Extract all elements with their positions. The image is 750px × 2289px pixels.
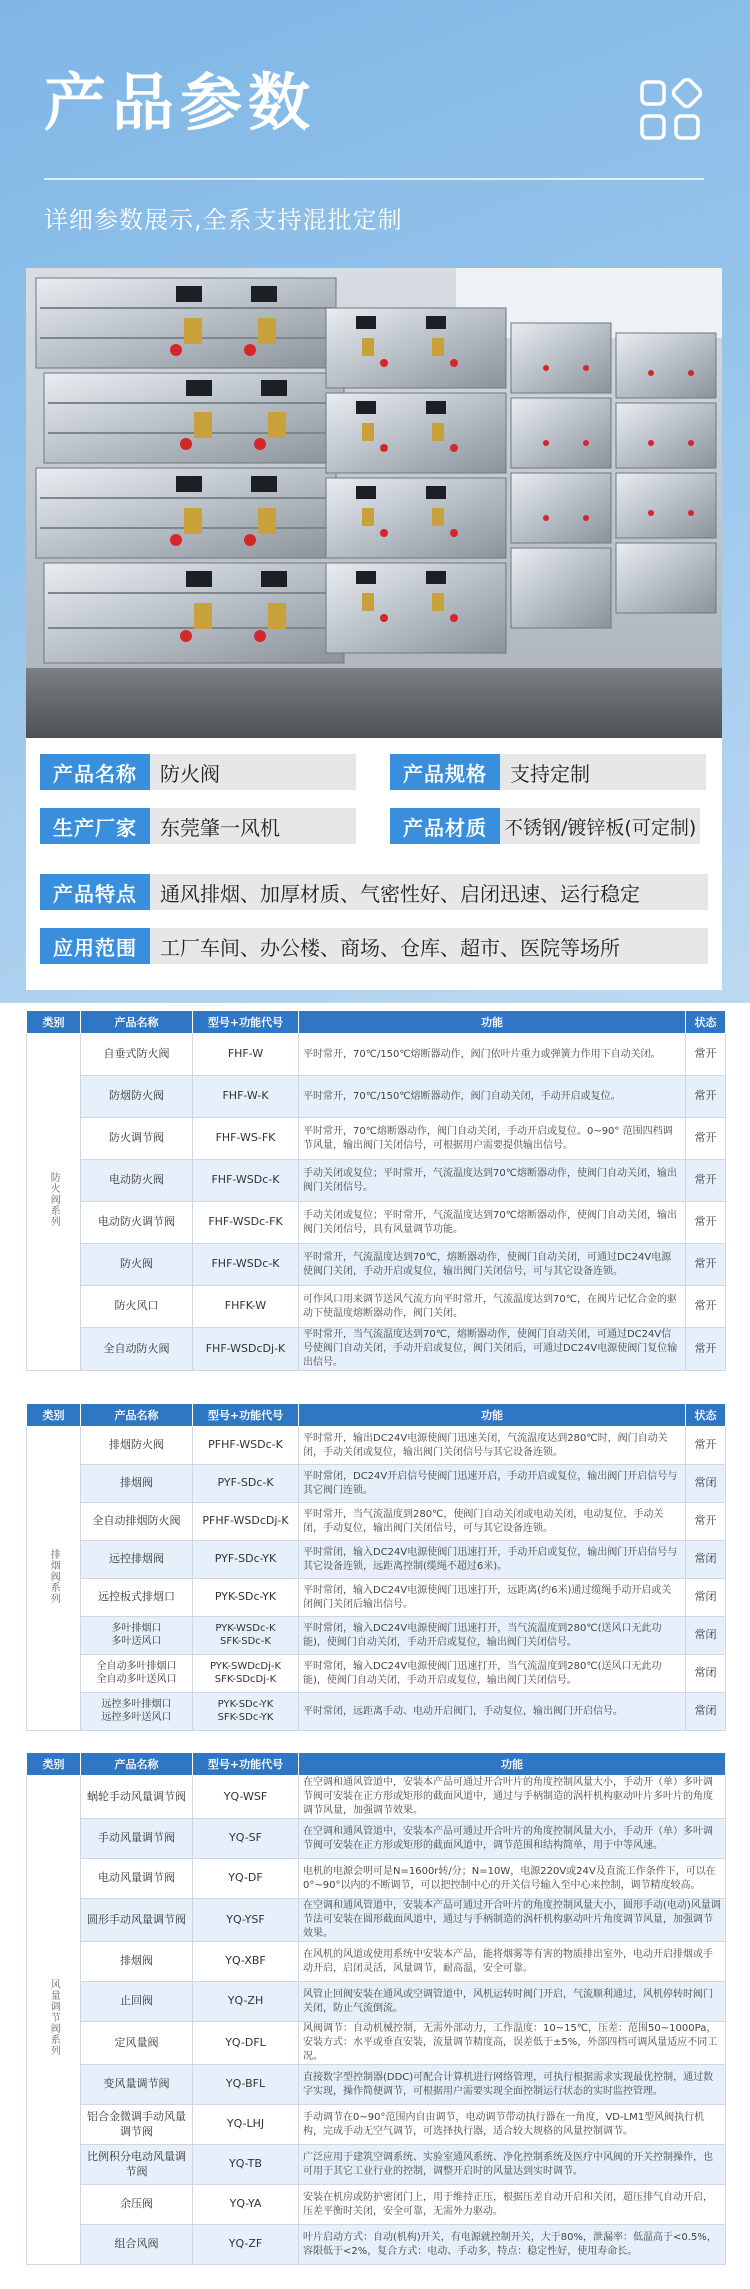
product-name-cell: 止回阀 bbox=[81, 1982, 193, 2022]
model-code-cell: PYK-SDc-YK SFK-SDc-YK bbox=[193, 1693, 299, 1731]
spec-row-features bbox=[40, 874, 708, 910]
table-row bbox=[27, 1859, 726, 1899]
model-code-cell: YQ-WSF bbox=[193, 1776, 299, 1819]
table-row bbox=[27, 2065, 726, 2105]
model-code-cell: FHF-WSDc-K bbox=[193, 1160, 299, 1202]
spec-label: 产品特点 bbox=[40, 874, 150, 910]
column-header: 类别 bbox=[27, 1404, 81, 1427]
function-cell: 平时常闭，远距离手动、电动开启阀门，手动复位，输出阀门开启信号。 bbox=[299, 1693, 686, 1731]
function-cell: 平时常开，70℃/150℃熔断器动作，阀门依叶片重力或弹簧力作用下自动关闭。 bbox=[299, 1034, 686, 1076]
status-cell: 常闭 bbox=[686, 1541, 726, 1579]
product-name-cell: 防火调节阀 bbox=[81, 1118, 193, 1160]
function-cell: 广泛应用于建筑空调系统、实验室通风系统、净化控制系统及医疗中风阀的开关控制操作，也可用于其它工业行业的控制，调整开启时的风量达到实时调节。 bbox=[299, 2145, 726, 2185]
column-header: 状态 bbox=[686, 1011, 726, 1034]
table-row bbox=[27, 2185, 726, 2225]
column-header: 产品名称 bbox=[81, 1404, 193, 1427]
status-cell: 常开 bbox=[686, 1286, 726, 1328]
model-code-cell: FHF-WSDcDj-K bbox=[193, 1328, 299, 1371]
column-header: 型号+功能代号 bbox=[193, 1753, 299, 1776]
column-header: 类别 bbox=[27, 1011, 81, 1034]
fire-damper-table bbox=[26, 1010, 726, 1371]
table-row bbox=[27, 1286, 726, 1328]
table-header-row bbox=[27, 1404, 726, 1427]
spec-label: 产品名称 bbox=[40, 754, 150, 790]
function-cell: 在空调和通风管道中，安装本产品可通过开合叶片的角度控制风量大小，手动开（单）多叶调节阀可安装在正方形或矩形的截面风道中，调节范围和结构简单，用于中等风速。 bbox=[299, 1819, 726, 1859]
spec-value: 防火阀 bbox=[150, 754, 356, 790]
product-name-cell: 远控多叶排烟口 远控多叶送风口 bbox=[81, 1693, 193, 1731]
function-cell: 直接数字型控制器(DDC)可配合计算机进行网络管理，可执行根据需求实现最优控制，通过数字实现，操作简便调节，可根据用户需要实现全面控制运行状态的实时监控管理。 bbox=[299, 2065, 726, 2105]
product-name-cell: 自垂式防火阀 bbox=[81, 1034, 193, 1076]
spec-value: 东莞肇一风机 bbox=[150, 808, 356, 844]
table-row bbox=[27, 1118, 726, 1160]
product-name-cell: 组合风阀 bbox=[81, 2225, 193, 2265]
product-name-cell: 防火风口 bbox=[81, 1286, 193, 1328]
spec-label: 生产厂家 bbox=[40, 808, 150, 844]
model-code-cell: YQ-DF bbox=[193, 1859, 299, 1899]
product-name-cell: 余压阀 bbox=[81, 2185, 193, 2225]
function-cell: 平时常闭，输入DC24V电源使阀门迅速打开，手动开启或复位，输出阀门开启信号与其它设备连锁，远距离控制(缆绳不超过6米)。 bbox=[299, 1541, 686, 1579]
function-cell: 在风机的风道或使用系统中安装本产品，能将烟雾等有害的物质排出室外，电动开启排烟或手动开启，启闭灵活，风量调节，耐高温，安全可靠。 bbox=[299, 1942, 726, 1982]
model-code-cell: YQ-XBF bbox=[193, 1942, 299, 1982]
table-row bbox=[27, 1617, 726, 1655]
smoke-damper-table bbox=[26, 1403, 726, 1731]
table-row bbox=[27, 1202, 726, 1244]
table-row bbox=[27, 1819, 726, 1859]
status-cell: 常开 bbox=[686, 1160, 726, 1202]
table-row bbox=[27, 2105, 726, 2145]
product-name-cell: 排烟防火阀 bbox=[81, 1427, 193, 1465]
spec-label: 产品材质 bbox=[390, 808, 500, 844]
function-cell: 手动关闭或复位；平时常开，气流温度达到70℃熔断器动作，使阀门自动关闭，输出阀门关闭信号。 bbox=[299, 1160, 686, 1202]
column-header: 产品名称 bbox=[81, 1011, 193, 1034]
table-row bbox=[27, 1579, 726, 1617]
model-code-cell: PYF-SDc-YK bbox=[193, 1541, 299, 1579]
model-code-cell: PYK-SDc-YK bbox=[193, 1579, 299, 1617]
model-code-cell: PFHF-WSDcDj-K bbox=[193, 1503, 299, 1541]
category-cell bbox=[27, 1427, 81, 1731]
model-code-cell: YQ-YSF bbox=[193, 1899, 299, 1942]
category-cell bbox=[27, 1776, 81, 2265]
status-cell: 常闭 bbox=[686, 1655, 726, 1693]
function-cell: 手动调节在0~90°范围内自由调节，电动调节带动执行器在一角度，VD-LM1型风阀执行机构，完成手动无空气调节，可选择执行器，适合较大规格的风量控制调节。 bbox=[299, 2105, 726, 2145]
product-name-cell: 全自动多叶排烟口 全自动多叶送风口 bbox=[81, 1655, 193, 1693]
function-cell: 风管止回阀安装在通风或空调管道中，风机运转时阀门开启，气流顺利通过，风机停转时阀门关闭，防止气流倒流。 bbox=[299, 1982, 726, 2022]
product-name-cell: 远控排烟阀 bbox=[81, 1541, 193, 1579]
product-name-cell: 防火阀 bbox=[81, 1244, 193, 1286]
status-cell: 常开 bbox=[686, 1427, 726, 1465]
model-code-cell: PYF-SDc-K bbox=[193, 1465, 299, 1503]
model-code-cell: YQ-ZH bbox=[193, 1982, 299, 2022]
status-cell: 常开 bbox=[686, 1244, 726, 1286]
product-name-cell: 全自动防火阀 bbox=[81, 1328, 193, 1371]
function-cell: 在空调和通风管道中，安装本产品可通过开合叶片的角度控制风量大小，手动开（单）多叶调节阀可安装在正方形或矩形的截面风道中，通过与手柄制造的涡杆机构驱动叶片多叶片的角度调节风量，加强调节效果。 bbox=[299, 1776, 726, 1819]
product-name-cell: 比例积分电动风量调节阀 bbox=[81, 2145, 193, 2185]
model-code-cell: PFHF-WSDc-K bbox=[193, 1427, 299, 1465]
product-name-cell: 电动防火调节阀 bbox=[81, 1202, 193, 1244]
table-row bbox=[27, 2225, 726, 2265]
table-row bbox=[27, 1899, 726, 1942]
product-name-cell: 电动风量调节阀 bbox=[81, 1859, 193, 1899]
function-cell: 风阀调节：自动机械控制，无需外部动力，工作温度：10~15℃，压差：范围50~1000Pa，安装方式：水平或垂直安装，流量调节精度高，误差低于±5%，外部四档可调风量适应不同工况。 bbox=[299, 2022, 726, 2065]
model-code-cell: YQ-BFL bbox=[193, 2065, 299, 2105]
column-header: 型号+功能代号 bbox=[193, 1011, 299, 1034]
product-name-cell: 手动风量调节阀 bbox=[81, 1819, 193, 1859]
category-label: 排烟阀系列 bbox=[48, 1548, 60, 1604]
column-header: 状态 bbox=[686, 1404, 726, 1427]
function-cell: 安装在机房或防护密闭门上，用于维持正压，根据压差自动开启和关闭，超压排气自动开启，压差平衡时关闭，安全可靠，无需外力驱动。 bbox=[299, 2185, 726, 2225]
column-header: 型号+功能代号 bbox=[193, 1404, 299, 1427]
model-code-cell: YQ-SF bbox=[193, 1819, 299, 1859]
function-cell: 平时常闭，输入DC24V电源使阀门迅速打开，当气流温度到280℃(送风口无此功能)，使阀门自动关闭，手动开启或复位，输出阀门关闭信号。 bbox=[299, 1617, 686, 1655]
table-row bbox=[27, 1034, 726, 1076]
function-cell: 电机的电源会明可是N=1600r转/分；N=10W，电源220V或24V及直流工作条件下，可以在0°~90°以内的不断调节，可以把控制中心的开关信号输入至中心来控制，调节精度较高。 bbox=[299, 1859, 726, 1899]
category-label: 防火阀系列 bbox=[48, 1172, 60, 1228]
function-cell: 平时常开，输出DC24V电源使阀门迅速关闭，气流温度达到280℃时，阀门自动关闭，手动关闭或复位，输出阀门关闭信号与其它设备连锁。 bbox=[299, 1427, 686, 1465]
product-name-cell: 蜗轮手动风量调节阀 bbox=[81, 1776, 193, 1819]
model-code-cell: FHF-WSDc-K bbox=[193, 1244, 299, 1286]
table-row bbox=[27, 1503, 726, 1541]
function-cell: 平时常闭，输入DC24V电源使阀门迅速打开，当气流温度到280℃(送风口无此功能)，使阀门自动关闭，手动开启或复位，输出阀门关闭信号。 bbox=[299, 1655, 686, 1693]
grid-icon bbox=[638, 78, 702, 142]
table-header-row bbox=[27, 1753, 726, 1776]
product-photo bbox=[26, 268, 722, 738]
category-label: 风量调节阀系列 bbox=[48, 1979, 60, 2057]
spec-label: 产品规格 bbox=[390, 754, 500, 790]
spec-value: 通风排烟、加厚材质、气密性好、启闭迅速、运行稳定 bbox=[150, 874, 708, 910]
function-cell: 平时常开，70℃熔断器动作，阀门自动关闭，手动开启或复位。0~90° 范围四档调节风量，输出阀门关闭信号，可根据用户需要提供输出信号。 bbox=[299, 1118, 686, 1160]
table-row bbox=[27, 1655, 726, 1693]
column-header: 类别 bbox=[27, 1753, 81, 1776]
status-cell: 常开 bbox=[686, 1503, 726, 1541]
table-header-row bbox=[27, 1011, 726, 1034]
function-cell: 叶片启动方式：自动(机构)开关，有电源就控制开关，大于80%，泄漏率：低温高于<0.5%，容限低于<2%，复合方式：电动、手动多，特点：稳定性好，使用寿命长。 bbox=[299, 2225, 726, 2265]
table-row bbox=[27, 2022, 726, 2065]
product-name-cell: 多叶排烟口 多叶送风口 bbox=[81, 1617, 193, 1655]
function-cell: 平时常开，当气流温度到280℃，使阀门自动关闭或电动关闭，电动复位，手动关闭，手动复位，输出阀门关闭信号，可与其它设备连锁。 bbox=[299, 1503, 686, 1541]
product-photo-illustration bbox=[26, 268, 722, 738]
spec-value: 不锈钢/镀锌板(可定制) bbox=[500, 808, 700, 844]
function-cell: 可作风口用来调节送风气流方向平时常开，气流温度达到70℃，在阀片记忆合金的驱动下使温度熔断器动作，阀门关闭。 bbox=[299, 1286, 686, 1328]
table-row bbox=[27, 1465, 726, 1503]
product-name-cell: 防烟防火阀 bbox=[81, 1076, 193, 1118]
spec-row-maker bbox=[40, 808, 356, 844]
table-row bbox=[27, 1076, 726, 1118]
product-name-cell: 排烟阀 bbox=[81, 1942, 193, 1982]
status-cell: 常闭 bbox=[686, 1465, 726, 1503]
status-cell: 常闭 bbox=[686, 1579, 726, 1617]
table-row bbox=[27, 1244, 726, 1286]
model-code-cell: YQ-YA bbox=[193, 2185, 299, 2225]
column-header: 功能 bbox=[299, 1753, 726, 1776]
status-cell: 常开 bbox=[686, 1328, 726, 1371]
product-name-cell: 圆形手动风量调节阀 bbox=[81, 1899, 193, 1942]
page-subtitle: 详细参数展示,全系支持混批定制 bbox=[44, 206, 403, 234]
spec-value: 支持定制 bbox=[500, 754, 706, 790]
product-name-cell: 定风量阀 bbox=[81, 2022, 193, 2065]
table-row bbox=[27, 1427, 726, 1465]
function-cell: 手动关闭或复位；平时常开，气流温度达到70℃熔断器动作，使阀门自动关闭，输出阀门关闭信号，具有风量调节功能。 bbox=[299, 1202, 686, 1244]
status-cell: 常开 bbox=[686, 1202, 726, 1244]
model-code-cell: PYK-SWDcDj-K SFK-SDcDj-K bbox=[193, 1655, 299, 1693]
column-header: 产品名称 bbox=[81, 1753, 193, 1776]
spec-value: 工厂车间、办公楼、商场、仓库、超市、医院等场所 bbox=[150, 928, 708, 964]
model-code-cell: FHF-W bbox=[193, 1034, 299, 1076]
model-code-cell: FHFK-W bbox=[193, 1286, 299, 1328]
function-cell: 在空调和通风管道中，安装本产品可通过开合叶片的角度控制风量大小，圆形手动(电动)风量调节法可安装在圆形截面风道中，通过与手柄制造的涡杆机构驱动叶片角度调节风量，加强调节效果。 bbox=[299, 1899, 726, 1942]
function-cell: 平时常开，当气流温度达到70℃，熔断器动作，使阀门自动关闭，可通过DC24V信号使阀门自动关闭，手动开启或复位，阀门关闭后，可通过DC24V电源使阀门复位输出信号。 bbox=[299, 1328, 686, 1371]
product-name-cell: 全自动排烟防火阀 bbox=[81, 1503, 193, 1541]
status-cell: 常闭 bbox=[686, 1693, 726, 1731]
air-volume-damper-table bbox=[26, 1752, 726, 2265]
status-cell: 常开 bbox=[686, 1034, 726, 1076]
table-row bbox=[27, 1541, 726, 1579]
table-row bbox=[27, 1776, 726, 1819]
table-row bbox=[27, 1982, 726, 2022]
table-row bbox=[27, 1942, 726, 1982]
column-header: 功能 bbox=[299, 1011, 686, 1034]
function-cell: 平时常开，70℃/150℃熔断器动作，阀门自动关闭，手动开启或复位。 bbox=[299, 1076, 686, 1118]
status-cell: 常开 bbox=[686, 1118, 726, 1160]
spec-row-scope bbox=[40, 928, 708, 964]
model-code-cell: FHF-W-K bbox=[193, 1076, 299, 1118]
spec-row-name bbox=[40, 754, 356, 790]
divider bbox=[44, 178, 704, 180]
product-name-cell: 电动防火阀 bbox=[81, 1160, 193, 1202]
column-header: 功能 bbox=[299, 1404, 686, 1427]
table-row bbox=[27, 2145, 726, 2185]
model-code-cell: FHF-WSDc-FK bbox=[193, 1202, 299, 1244]
function-cell: 平时常闭，DC24V开启信号使阀门迅速开启，手动开启或复位，输出阀门开启信号与其它阀门连锁。 bbox=[299, 1465, 686, 1503]
product-name-cell: 远控板式排烟口 bbox=[81, 1579, 193, 1617]
model-code-cell: YQ-TB bbox=[193, 2145, 299, 2185]
spec-row-material bbox=[390, 808, 700, 844]
model-code-cell: YQ-ZF bbox=[193, 2225, 299, 2265]
spec-panel bbox=[26, 738, 722, 990]
product-name-cell: 铝合金微调手动风量调节阀 bbox=[81, 2105, 193, 2145]
table-row bbox=[27, 1160, 726, 1202]
function-cell: 平时常开，气流温度达到70℃，熔断器动作，使阀门自动关闭，可通过DC24V电源使阀门关闭，手动开启或复位，输出阀门关闭信号，可与其它设备连锁。 bbox=[299, 1244, 686, 1286]
status-cell: 常开 bbox=[686, 1076, 726, 1118]
model-code-cell: PYK-WSDc-K SFK-SDc-K bbox=[193, 1617, 299, 1655]
spec-label: 应用范围 bbox=[40, 928, 150, 964]
model-code-cell: FHF-WS-FK bbox=[193, 1118, 299, 1160]
spec-row-spec bbox=[390, 754, 706, 790]
category-cell bbox=[27, 1034, 81, 1371]
hero-section bbox=[0, 0, 750, 1003]
product-name-cell: 排烟阀 bbox=[81, 1465, 193, 1503]
status-cell: 常闭 bbox=[686, 1617, 726, 1655]
product-name-cell: 变风量调节阀 bbox=[81, 2065, 193, 2105]
table-row bbox=[27, 1693, 726, 1731]
page-title: 产品参数 bbox=[44, 66, 317, 139]
table-row bbox=[27, 1328, 726, 1371]
model-code-cell: YQ-LHJ bbox=[193, 2105, 299, 2145]
model-code-cell: YQ-DFL bbox=[193, 2022, 299, 2065]
function-cell: 平时常闭，输入DC24V电源使阀门迅速打开，远距离(约6米)通过缆绳手动开启或关闭阀门关闭后输出信号。 bbox=[299, 1579, 686, 1617]
